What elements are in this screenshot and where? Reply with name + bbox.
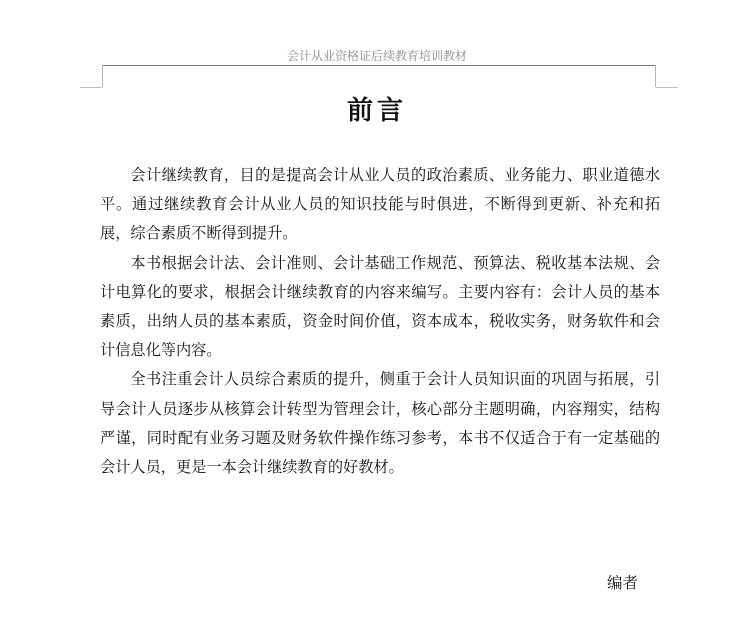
page-title: 前言 xyxy=(346,96,407,126)
paragraph: 全书注重会计人员综合素质的提升，侧重于会计人员知识面的巩固与拓展，引导会计人员逐步从核算会计转型为管理会计，核心部分主题明确，内容翔实，结构严谨，同时配有业务习题及财务软件操作练习参考，本书不仅适合于有一定基础的会计人员，更是一本会计继续教育的好教材。 xyxy=(100,370,660,477)
header-rule xyxy=(102,65,655,66)
left-margin-corner-mark xyxy=(102,65,103,87)
preface-body xyxy=(100,161,660,482)
paragraph: 会计继续教育，目的是提高会计从业人员的政治素质、业务能力、职业道德水平。通过继续教育会计从业人员的知识技能与时俱进，不断得到更新、补充和拓展，综合素质不断得到提升。 xyxy=(100,166,660,243)
author-signature: 编者 xyxy=(607,574,639,592)
left-margin-corner-tick xyxy=(80,87,102,88)
right-margin-corner-mark xyxy=(655,65,656,87)
right-margin-corner-tick xyxy=(656,87,678,88)
paragraph: 本书根据会计法、会计准则、会计基础工作规范、预算法、税收基本法规、会计电算化的要求，根据会计继续教育的内容来编写。主要内容有：会计人员的基本素质，出纳人员的基本素质，资金时间价值，资本成本，税收实务，财务软件和会计信息化等内容。 xyxy=(100,253,660,360)
running-header-title: 会计从业资格证后续教育培训教材 xyxy=(286,49,467,63)
